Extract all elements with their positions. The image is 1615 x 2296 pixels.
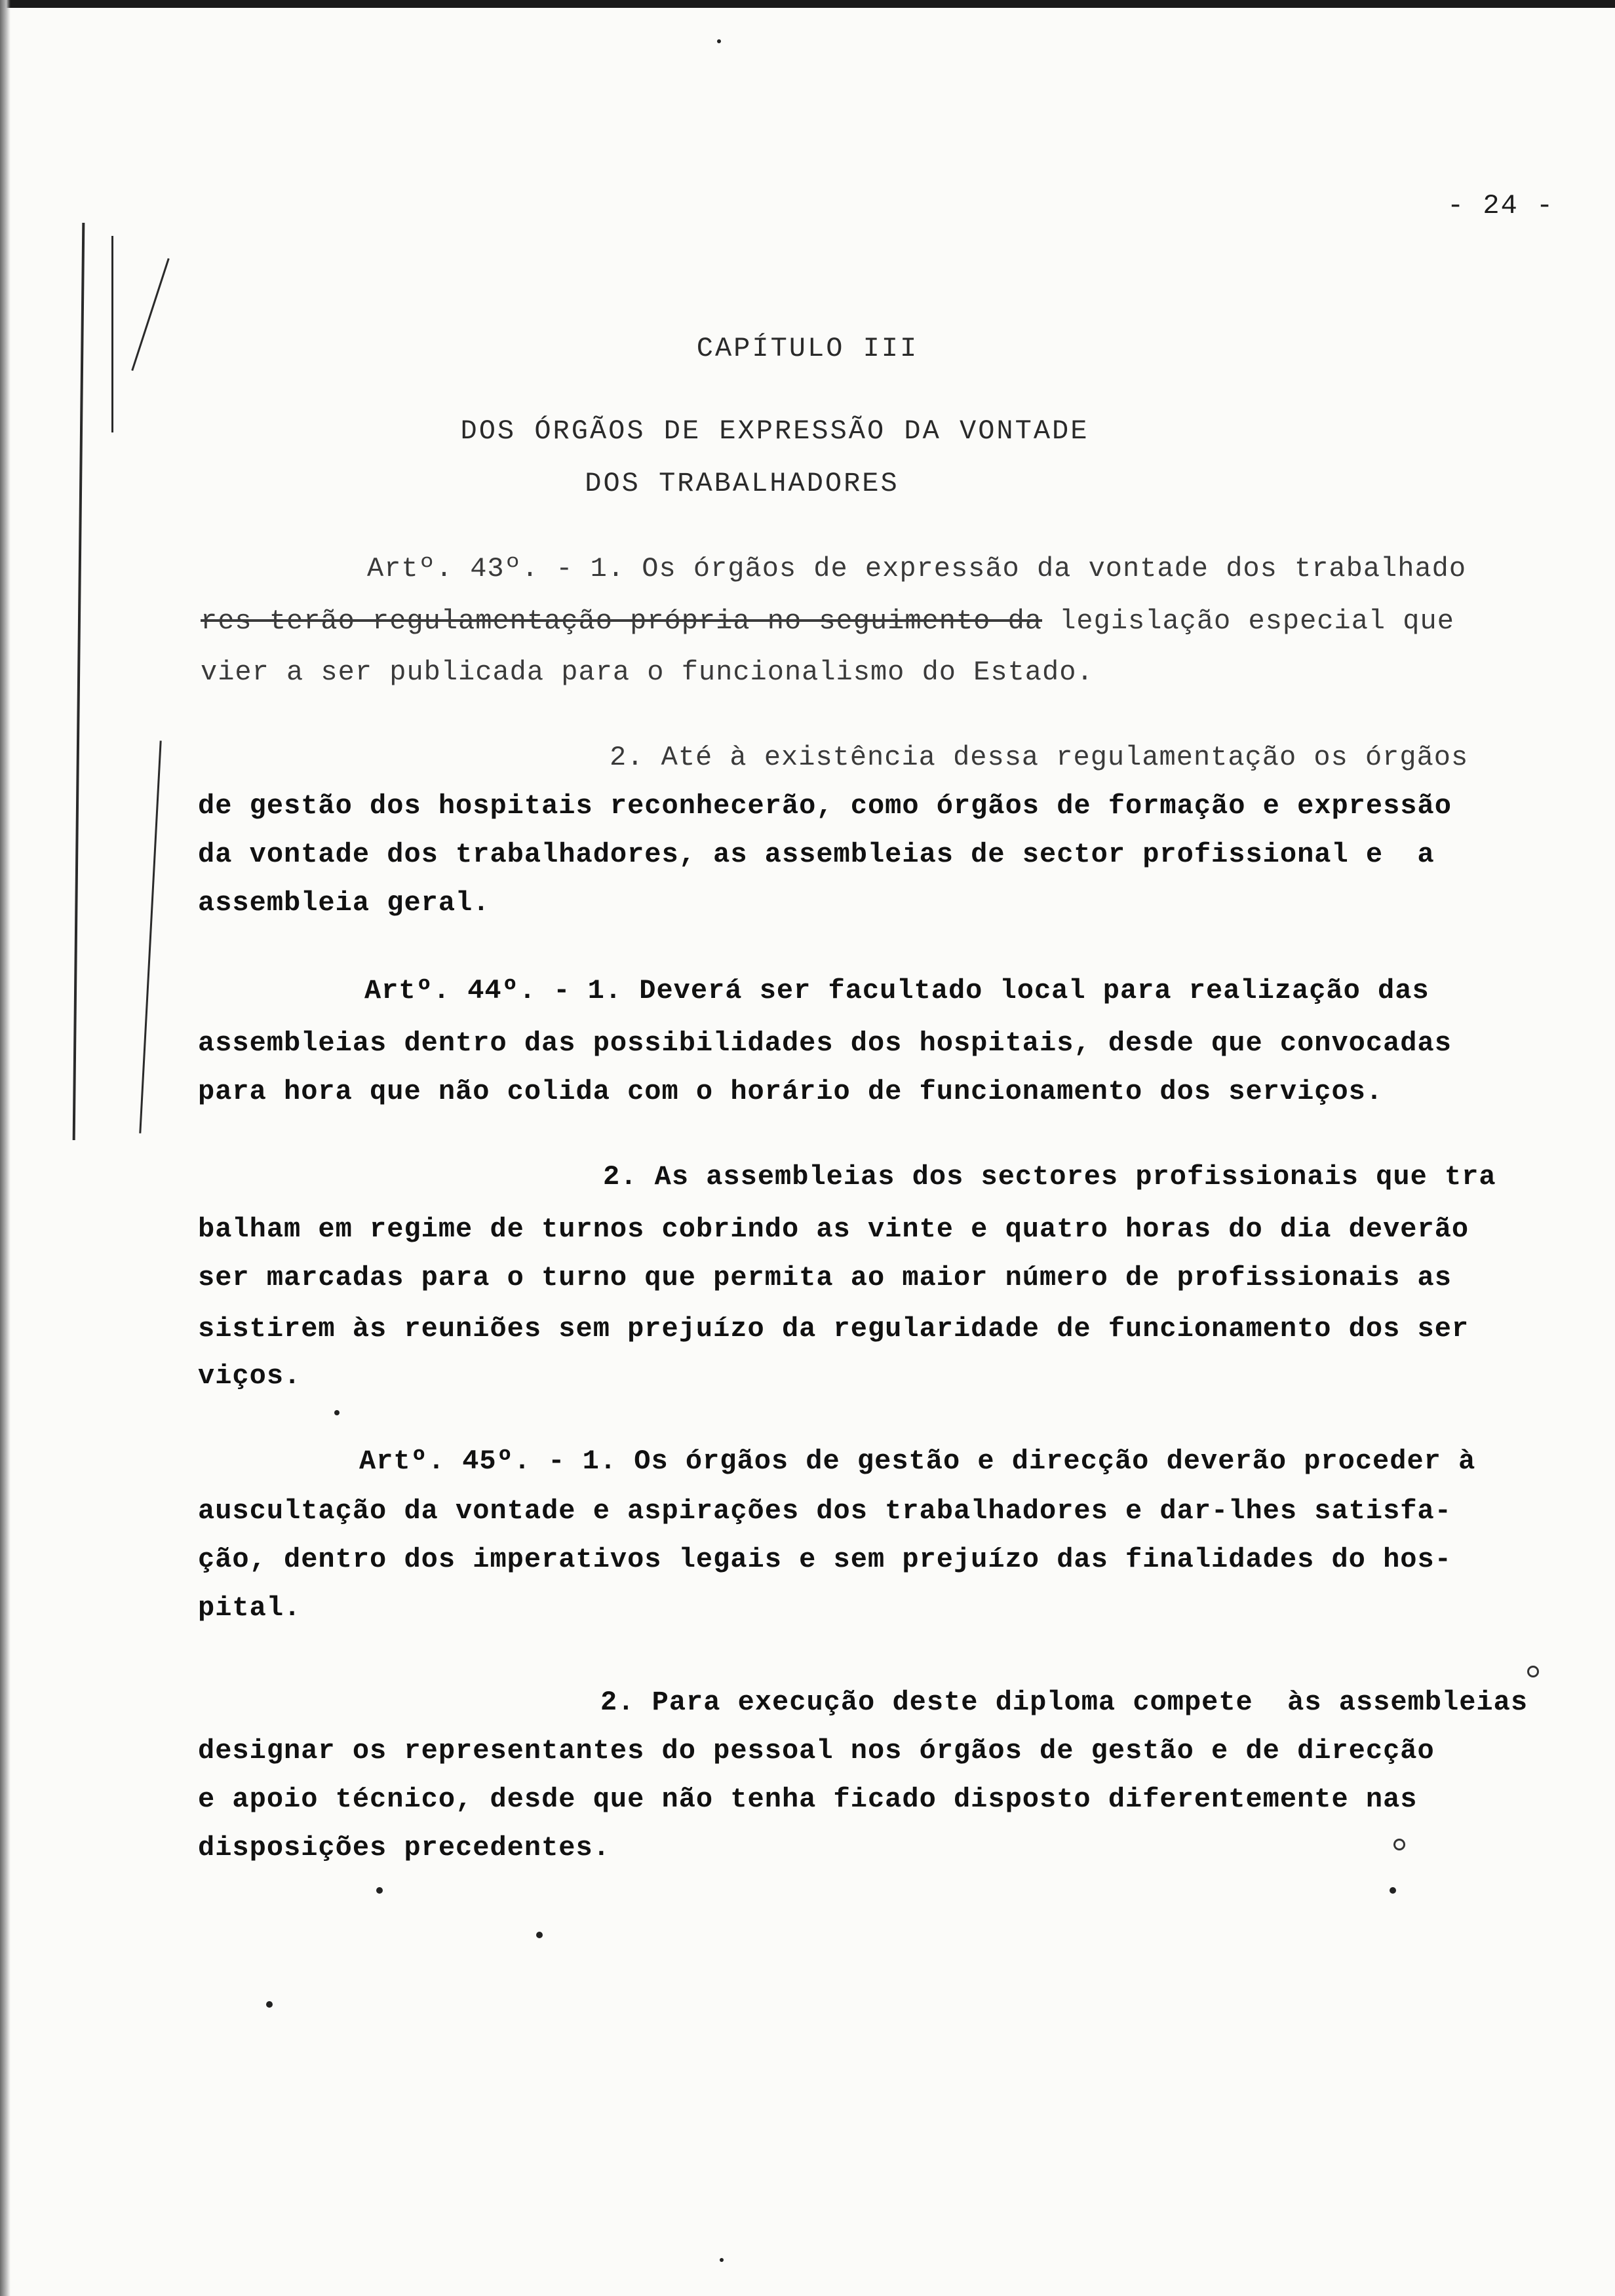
scan-speck	[266, 2001, 273, 2008]
article-43-line-2: res terão regulamentação própria no seguimento da legislação especial que	[201, 605, 1454, 637]
scan-speck	[334, 1410, 340, 1415]
scan-ring-mark	[1527, 1666, 1539, 1677]
article-45-line-2: auscultação da vontade e aspirações dos trabalhadores e dar-lhes satisfa-	[198, 1495, 1452, 1527]
article-43-line-6: da vontade dos trabalhadores, as assembleias de sector profissional e a	[198, 839, 1435, 870]
article-45-line-1: Artº. 45º. - 1. Os órgãos de gestão e direcção deverão proceder à	[359, 1445, 1476, 1477]
article-44-line-8: viços.	[198, 1360, 302, 1392]
chapter-title: CAPÍTULO III	[696, 333, 919, 364]
strikethrough-text: res terão regulamentação própria no seguimento da	[201, 605, 1043, 637]
article-44-line-1: Artº. 44º. - 1. Deverá ser facultado local para realização das	[364, 975, 1430, 1006]
scan-ring-mark	[1393, 1839, 1405, 1850]
article-44-line-3: para hora que não colida com o horário de funcionamento dos serviços.	[198, 1076, 1384, 1107]
article-43-line-7: assembleia geral.	[198, 887, 490, 919]
scan-speck	[720, 2258, 724, 2262]
chapter-subtitle-line-2: DOS TRABALHADORES	[585, 468, 899, 499]
article-45-line-5: 2. Para execução deste diploma compete às assembleias	[600, 1687, 1528, 1718]
article-44-line-7: sistirem às reuniões sem prejuízo da regularidade de funcionamento dos ser	[198, 1313, 1469, 1345]
article-45-line-4: pital.	[198, 1592, 302, 1624]
article-44-line-2: assembleias dentro das possibilidades dos hospitais, desde que convocadas	[198, 1027, 1452, 1059]
margin-mark-line	[139, 740, 161, 1133]
article-43-line-3: vier a ser publicada para o funcionalismo do Estado.	[201, 657, 1094, 688]
article-45-line-3: ção, dentro dos imperativos legais e sem prejuízo das finalidades do hos-	[198, 1544, 1452, 1575]
margin-arc-mark	[0, 819, 30, 862]
article-45-line-7: e apoio técnico, desde que não tenha ficado disposto diferentemente nas	[198, 1784, 1418, 1815]
scan-speck	[536, 1932, 543, 1938]
chapter-subtitle-line-1: DOS ÓRGÃOS DE EXPRESSÃO DA VONTADE	[460, 415, 1089, 447]
article-45-line-8: disposições precedentes.	[198, 1832, 610, 1864]
article-44-line-4: 2. As assembleias dos sectores profissionais que tra	[603, 1161, 1496, 1193]
scan-speck	[717, 39, 721, 43]
scan-speck	[376, 1887, 383, 1894]
margin-arc-mark	[0, 1428, 30, 1472]
article-43-line-5: de gestão dos hospitais reconhecerão, como órgãos de formação e expressão	[198, 790, 1452, 822]
page-number: - 24 -	[1447, 190, 1555, 221]
article-45-line-6: designar os representantes do pessoal nos órgãos de gestão e de direcção	[198, 1735, 1435, 1767]
scan-top-border	[0, 0, 1615, 8]
scan-speck	[1390, 1887, 1396, 1894]
article-44-line-5: balham em regime de turnos cobrindo as vinte e quatro horas do dia deverão	[198, 1214, 1469, 1245]
article-44-line-6: ser marcadas para o turno que permita ao maior número de profissionais as	[198, 1262, 1452, 1293]
article-43-line-1: Artº. 43º. - 1. Os órgãos de expressão da vontade dos trabalhado	[367, 553, 1467, 584]
article-43-line-4: 2. Até à existência dessa regulamentação os órgãos	[610, 742, 1469, 773]
